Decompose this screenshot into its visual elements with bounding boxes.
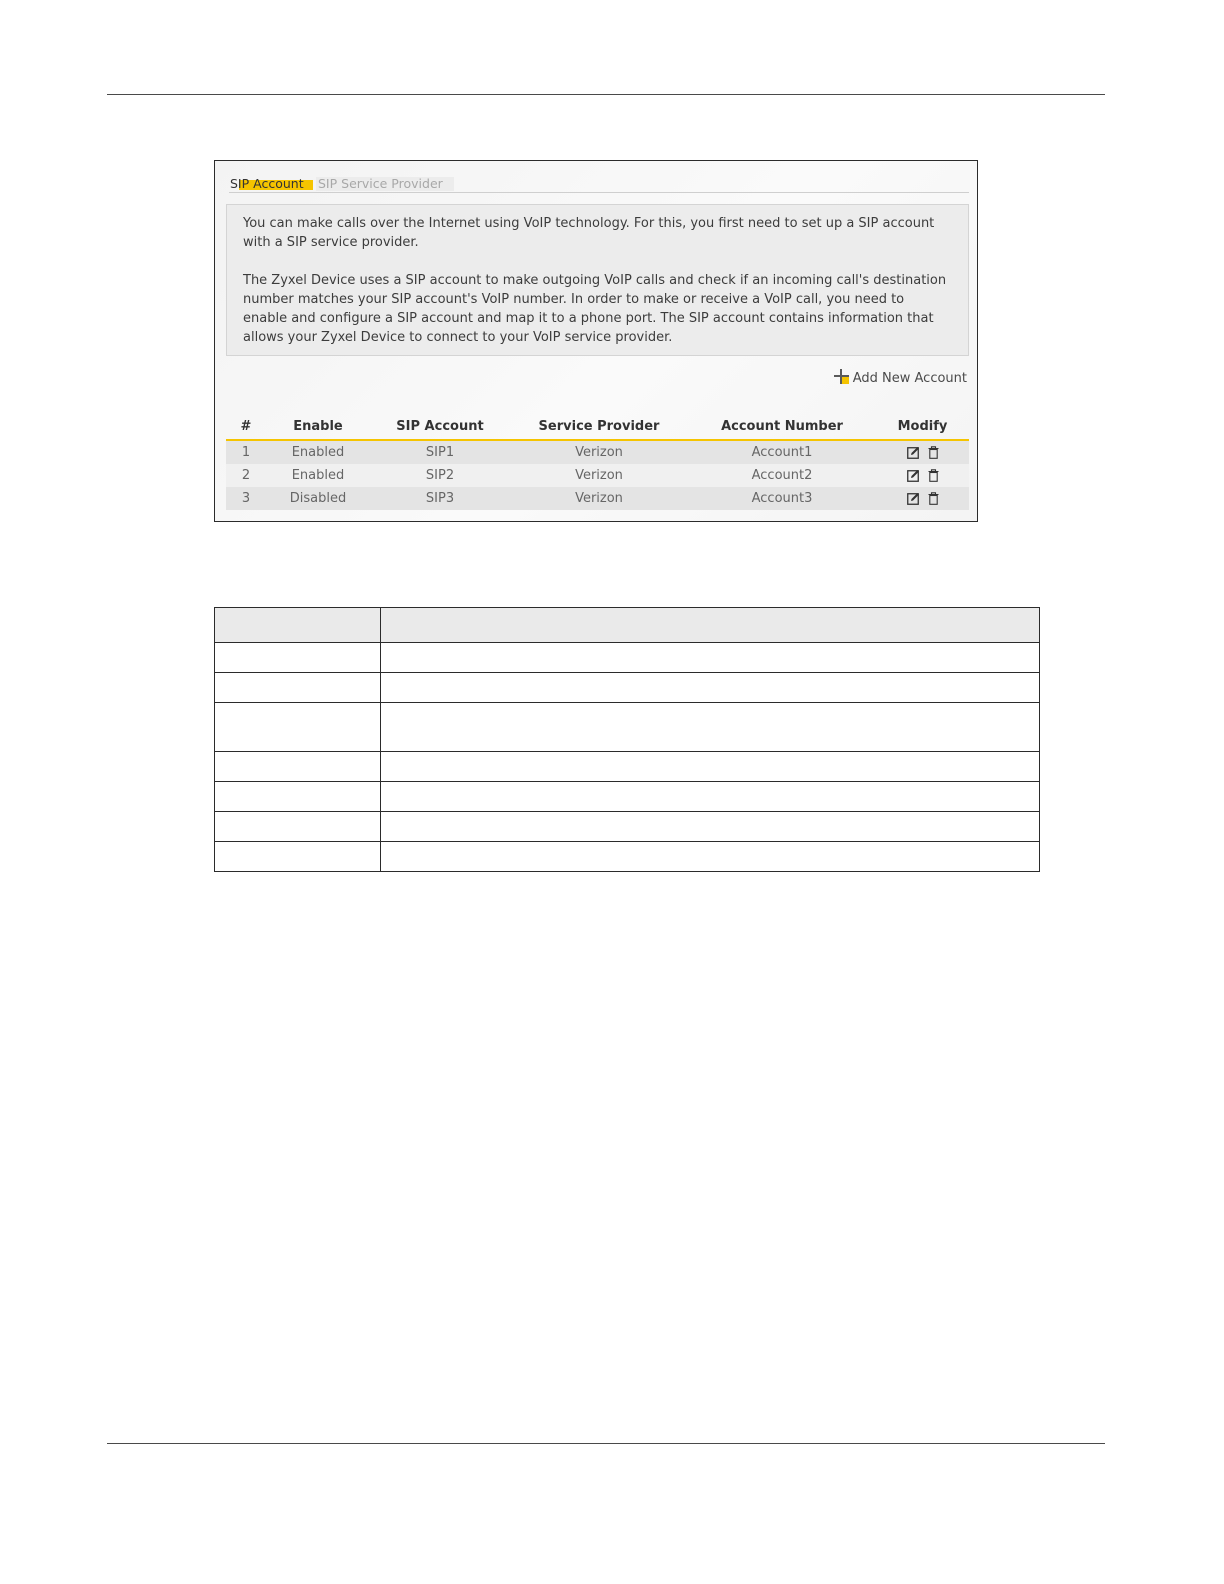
table-cell [215,703,381,752]
table-cell [215,782,381,812]
row-sip-account: SIP3 [370,487,510,510]
row-number: 1 [226,440,266,464]
row-service-provider: Verizon [510,440,688,464]
table-cell [381,608,1040,643]
tab-bar [229,177,969,193]
table-row [226,487,969,510]
info-paragraph-2: The Zyxel Device uses a SIP account to make outgoing VoIP calls and check if an incoming call's destination number matches your SIP account's VoIP number. In order to make or receive a VoIP call, you need to enable and configure a SIP account and map it to a phone port. The SIP account contains information that allows your Zyxel Device to connect to your VoIP service provider. [243,273,947,345]
table-cell [215,812,381,842]
col-header-number: # [226,413,266,440]
table-row [215,643,1040,673]
row-service-provider: Verizon [510,487,688,510]
row-number: 2 [226,464,266,487]
table-cell [381,752,1040,782]
row-enable: Enabled [266,464,370,487]
col-header-enable: Enable [266,413,370,440]
sip-account-table [226,413,969,510]
row-modify [876,464,969,487]
header-rule [107,94,1105,95]
table-row [215,812,1040,842]
info-paragraph-1: You can make calls over the Internet using VoIP technology. For this, you first need to set up a SIP account with a SIP service provider. [243,216,935,250]
row-service-provider: Verizon [510,464,688,487]
description-table-header-row [215,608,1040,643]
table-row [215,842,1040,872]
col-header-modify: Modify [876,413,969,440]
row-modify [876,487,969,510]
table-cell [215,643,381,673]
row-account-number: Account3 [688,487,876,510]
row-account-number: Account1 [688,440,876,464]
row-enable: Disabled [266,487,370,510]
table-cell [381,782,1040,812]
table-cell [381,703,1040,752]
tab-sip-account[interactable] [229,177,313,191]
add-new-account-label: Add New Account [852,371,967,386]
table-cell [215,842,381,872]
table-cell [215,608,381,643]
table-row [215,703,1040,752]
edit-icon[interactable] [907,492,920,505]
row-account-number: Account2 [688,464,876,487]
col-header-service-provider: Service Provider [510,413,688,440]
footer-rule [107,1443,1105,1444]
edit-icon[interactable] [907,446,920,459]
table-cell [381,842,1040,872]
table-row [215,673,1040,703]
table-row [215,782,1040,812]
row-enable: Enabled [266,440,370,464]
row-modify [876,440,969,464]
table-row [226,440,969,464]
table-row [215,752,1040,782]
info-box [226,204,969,356]
trash-icon[interactable] [928,492,939,505]
trash-icon[interactable] [928,446,939,459]
table-cell [381,643,1040,673]
table-cell [381,812,1040,842]
col-header-account-number: Account Number [688,413,876,440]
row-sip-account: SIP2 [370,464,510,487]
row-number: 3 [226,487,266,510]
tab-sip-account-label: SIP Account [230,176,304,191]
table-cell [215,673,381,703]
table-row [226,464,969,487]
edit-icon[interactable] [907,469,920,482]
table-cell [215,752,381,782]
description-table [214,607,1040,872]
plus-icon [834,369,850,385]
tab-sip-service-provider[interactable]: SIP Service Provider [316,177,454,191]
col-header-sip-account: SIP Account [370,413,510,440]
trash-icon[interactable] [928,469,939,482]
add-new-account-button[interactable] [834,369,967,389]
table-cell [381,673,1040,703]
sip-screenshot-panel [214,160,978,522]
row-sip-account: SIP1 [370,440,510,464]
